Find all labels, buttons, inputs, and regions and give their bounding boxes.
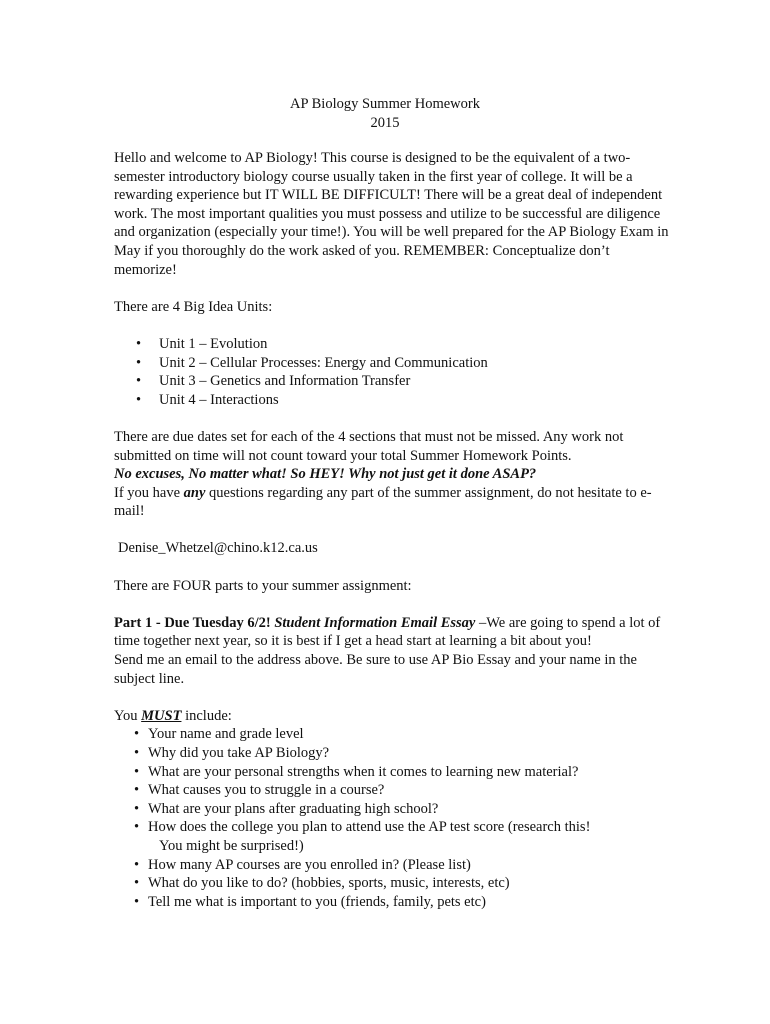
- must-item-label: What are your plans after graduating high school?: [148, 800, 439, 817]
- unit-item: [114, 354, 674, 373]
- title-year: 2015: [370, 114, 400, 131]
- unit-label: Unit 2 – Cellular Processes: Energy and Communication: [159, 354, 488, 371]
- must-item-label: Tell me what is important to you (friends, family, pets etc): [148, 893, 486, 910]
- must-after: include:: [181, 707, 232, 724]
- bullet-icon: •: [134, 745, 140, 761]
- bullet-icon: •: [134, 875, 140, 892]
- must-item: [114, 856, 674, 875]
- document-title: [0, 95, 770, 132]
- must-item: [114, 874, 674, 893]
- must-include-list: [114, 725, 674, 911]
- must-item-label: What causes you to struggle in a course?: [148, 782, 385, 799]
- unit-label: Unit 1 – Evolution: [159, 335, 268, 352]
- must-item-label: Why did you take AP Biology?: [148, 745, 330, 761]
- bullet-icon: •: [134, 726, 140, 743]
- must-before: You: [114, 707, 142, 724]
- send-email-text: Send me an email to the address above. Be sure to use AP Bio Essay and your name in the subject line.: [114, 652, 637, 687]
- due-dates-text: There are due dates set for each of the 4 sections that must not be missed. Any work not submitted on time will not count toward your total Summer Homework Points.: [114, 428, 624, 464]
- unit-item: [114, 372, 674, 391]
- bullet-icon: •: [136, 391, 142, 408]
- must-item-label: Your name and grade level: [148, 726, 304, 743]
- questions-emphasis: any: [183, 484, 206, 501]
- must-item: [114, 781, 674, 800]
- bullet-icon: •: [134, 893, 140, 910]
- part1-paragraph: [114, 614, 674, 688]
- unit-label: Unit 4 – Interactions: [159, 391, 279, 408]
- must-item-label: How does the college you plan to attend use the AP test score (research this!: [148, 819, 591, 836]
- must-intro: [114, 707, 674, 726]
- must-item-label: How many AP courses are you enrolled in? (Please list): [148, 856, 471, 873]
- bullet-icon: •: [134, 800, 140, 817]
- bullet-icon: •: [134, 856, 140, 873]
- big-ideas-heading: There are 4 Big Idea Units:: [114, 298, 273, 315]
- four-parts-heading: There are FOUR parts to your summer assignment:: [114, 577, 412, 594]
- units-list: [114, 335, 674, 409]
- bullet-icon: •: [134, 782, 140, 799]
- title-line-1: AP Biology Summer Homework: [290, 96, 480, 112]
- must-emphasis: MUST: [141, 707, 182, 724]
- bullet-icon: •: [134, 819, 140, 836]
- no-excuses-text: No excuses, No matter what! So HEY! Why not just get it done ASAP?: [114, 466, 537, 483]
- bullet-icon: •: [136, 373, 142, 390]
- must-item: [114, 800, 674, 819]
- part1-text: –We are going to spend a lot of time together next year, so it is best if I get a head start at learning a bit about you!: [114, 614, 661, 650]
- bullet-icon: •: [134, 763, 140, 780]
- part1-title: Student Information Email Essay: [274, 614, 476, 631]
- intro-paragraph: Hello and welcome to AP Biology! This course is designed to be the equivalent of a two- semester introductory biology course usually taken in the first year of college. It will be a rewarding experience but IT WILL BE DIFFICULT! There will be a great deal of independent work. The most important qualities you must possess and utilize to be successful are diligence and organization (especially your time!). You will be well prepared for the AP Biology Exam in May if you thoroughly do the work asked of you. REMEMBER: Conceptualize don’t memorize!: [114, 150, 669, 278]
- must-item: [114, 893, 674, 912]
- must-item: [114, 725, 674, 744]
- bullet-icon: •: [136, 335, 142, 352]
- questions-after: questions regarding any part of the summer assignment, do not hesitate to e-mail!: [114, 484, 652, 520]
- must-item: [114, 818, 674, 855]
- unit-item: [114, 335, 674, 354]
- must-item: [114, 744, 674, 763]
- questions-before: If you have: [114, 484, 184, 501]
- contact-email[interactable]: Denise_Whetzel@chino.k12.ca.us: [118, 540, 318, 557]
- bullet-icon: •: [136, 354, 142, 371]
- document-body: [114, 149, 674, 911]
- must-item-continuation: You might be surprised!): [159, 837, 304, 854]
- must-item: [114, 763, 674, 782]
- unit-label: Unit 3 – Genetics and Information Transfer: [159, 373, 411, 390]
- must-item-label: What do you like to do? (hobbies, sports, music, interests, etc): [148, 875, 510, 892]
- unit-item: [114, 391, 674, 410]
- part1-label: Part 1 - Due Tuesday 6/2!: [114, 614, 271, 631]
- due-dates-paragraph: [114, 428, 674, 521]
- must-item-label: What are your personal strengths when it comes to learning new material?: [148, 763, 579, 780]
